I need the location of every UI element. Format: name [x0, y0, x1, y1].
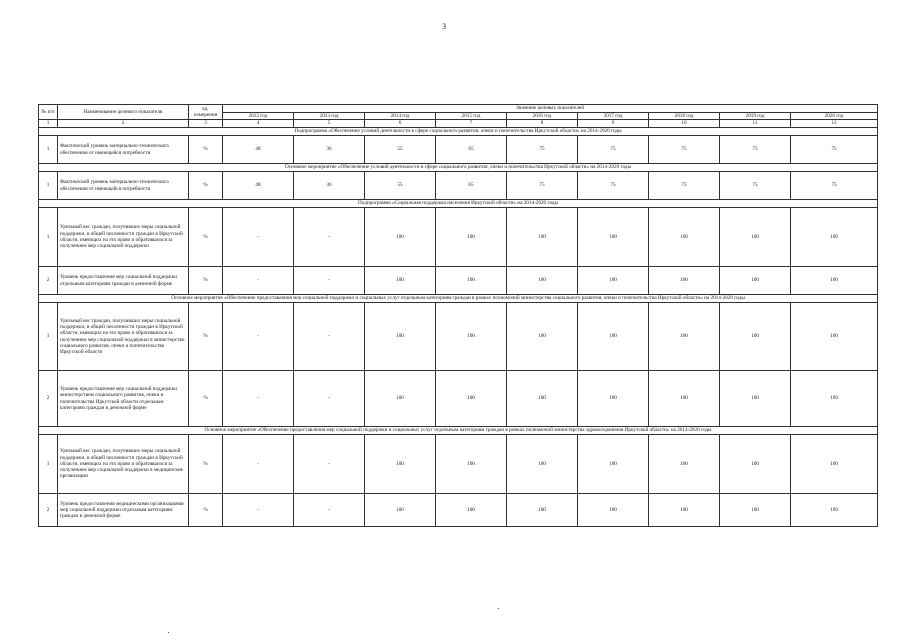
- section-title: Основное мероприятие «Обеспечение предоставления мер социальной поддержки и социальных услуг отдельным категориям граждан в рамках полномочий министерства социального развития, опеки и попечительства Иркутской области» на 2014-2020 годы: [39, 295, 878, 303]
- value-cell: -: [223, 494, 294, 527]
- value-cell: -: [294, 303, 365, 371]
- unit-cell: %: [189, 208, 223, 267]
- value-cell: 48: [223, 136, 294, 164]
- value-cell: 100: [365, 208, 436, 267]
- value-cell: 100: [578, 435, 649, 494]
- indicator-name: Удельный вес граждан, получивших меры социальной поддержки, в общей численности граждан в Иркутской области, имеющих на это право и обратившихся за получением мер социальной поддержки: [58, 208, 189, 267]
- header-num: № п/п: [39, 105, 58, 120]
- value-cell: 100: [507, 371, 578, 427]
- value-cell: 100: [365, 371, 436, 427]
- value-cell: 75: [720, 136, 791, 164]
- value-cell: 100: [720, 371, 791, 427]
- indicator-name: Фактический уровень материально-технического обеспечения от имеющейся потребности: [58, 136, 189, 164]
- value-cell: -: [223, 208, 294, 267]
- section-row: [39, 200, 878, 208]
- header-values-group: Значение целевых показателей: [223, 105, 878, 113]
- indicator-name: Уровень предоставления мер социальной поддержки министерством социального развития, опеки и попечительства Иркутской области отдельным категориям граждан в денежной форме: [58, 371, 189, 427]
- column-number: 4: [223, 120, 294, 128]
- value-cell: 100: [720, 267, 791, 295]
- unit-cell: %: [189, 494, 223, 527]
- column-number: 8: [507, 120, 578, 128]
- unit-cell: %: [189, 172, 223, 200]
- column-number: 2: [58, 120, 189, 128]
- row-number: 1: [39, 136, 58, 164]
- table-body: [39, 128, 878, 527]
- value-cell: 100: [649, 494, 720, 527]
- value-cell: -: [294, 435, 365, 494]
- value-cell: 100: [578, 371, 649, 427]
- table-row: [39, 371, 878, 427]
- value-cell: 100: [649, 208, 720, 267]
- value-cell: 100: [578, 303, 649, 371]
- value-cell: 100: [365, 435, 436, 494]
- value-cell: 100: [507, 303, 578, 371]
- value-cell: 55: [365, 172, 436, 200]
- section-row: [39, 427, 878, 435]
- header-year: 2012 год: [223, 112, 294, 120]
- value-cell: 100: [436, 208, 507, 267]
- value-cell: 48: [223, 172, 294, 200]
- indicator-name: Фактический уровень материально-технического обеспечения от имеющейся потребности: [58, 172, 189, 200]
- value-cell: -: [294, 494, 365, 527]
- section-title: Основное мероприятие «Обеспечение предоставления мер социальной поддержки и социальных услуг отдельным категориям граждан в рамках полномочий министерства здравоохранения Иркутской области» на 2014-2020 годы: [39, 427, 878, 435]
- indicators-table: [38, 104, 878, 527]
- value-cell: -: [294, 267, 365, 295]
- indicator-name: Уровень предоставления мер социальной поддержки отдельным категориям граждан в денежной форме: [58, 267, 189, 295]
- value-cell: 75: [720, 172, 791, 200]
- header-year: 2016 год: [507, 112, 578, 120]
- value-cell: 75: [791, 172, 878, 200]
- row-number: 1: [39, 172, 58, 200]
- value-cell: 100: [365, 494, 436, 527]
- section-title: Подпрограмма «Социальная поддержка населения Иркутской области» на 2014-2020 годы: [39, 200, 878, 208]
- column-number: 11: [720, 120, 791, 128]
- value-cell: 100: [720, 208, 791, 267]
- header-year: 2013 год: [294, 112, 365, 120]
- indicator-name: Удельный вес граждан, получивших меры социальной поддержки, в общей численности граждан в Иркутской области, имеющих на это право и обратившихся за получением мер социальной поддержки в министерство социального развития, опеки и попечительства Иркутской области: [58, 303, 189, 371]
- value-cell: 75: [791, 136, 878, 164]
- section-row: [39, 164, 878, 172]
- value-cell: 100: [507, 267, 578, 295]
- value-cell: 100: [791, 435, 878, 494]
- value-cell: 65: [436, 172, 507, 200]
- unit-cell: %: [189, 435, 223, 494]
- value-cell: 100: [365, 303, 436, 371]
- value-cell: 100: [791, 371, 878, 427]
- value-cell: 36: [294, 136, 365, 164]
- header-year: 2019 год: [720, 112, 791, 120]
- value-cell: 75: [578, 136, 649, 164]
- value-cell: 36: [294, 172, 365, 200]
- table-row: [39, 208, 878, 267]
- value-cell: 100: [649, 303, 720, 371]
- value-cell: 100: [791, 494, 878, 527]
- header-year: 2020 год: [791, 112, 878, 120]
- value-cell: 100: [649, 371, 720, 427]
- row-number: 1: [39, 208, 58, 267]
- value-cell: 100: [720, 435, 791, 494]
- header-name: Наименование целевого показателя: [58, 105, 189, 120]
- value-cell: 100: [720, 494, 791, 527]
- value-cell: -: [223, 435, 294, 494]
- column-numbers-row: [39, 120, 878, 128]
- table-row: [39, 172, 878, 200]
- header-year: 2018 год: [649, 112, 720, 120]
- column-number: 3: [189, 120, 223, 128]
- indicator-name: Удельный вес граждан, получивших меры социальной поддержки, в общей численности граждан в Иркутской области, имеющих на это право и обратившихся за получением мер социальной поддержки в медицинские организации: [58, 435, 189, 494]
- column-number: 12: [791, 120, 878, 128]
- table-row: [39, 435, 878, 494]
- value-cell: -: [294, 371, 365, 427]
- scan-speck: [168, 632, 169, 633]
- header-year: 2015 год: [436, 112, 507, 120]
- page-number: 3: [442, 22, 446, 31]
- section-title: Основное мероприятие «Обеспечение условий деятельности в сфере социального развития, опеки и попечительства Иркутской области» на 2014-2020 годы: [39, 164, 878, 172]
- value-cell: 75: [507, 136, 578, 164]
- column-number: 1: [39, 120, 58, 128]
- section-row: [39, 295, 878, 303]
- value-cell: 100: [436, 371, 507, 427]
- header-year: 2014 год: [365, 112, 436, 120]
- unit-cell: %: [189, 136, 223, 164]
- column-number: 5: [294, 120, 365, 128]
- value-cell: 100: [578, 494, 649, 527]
- value-cell: 100: [507, 208, 578, 267]
- value-cell: -: [223, 303, 294, 371]
- table-row: [39, 303, 878, 371]
- column-number: 10: [649, 120, 720, 128]
- value-cell: -: [294, 208, 365, 267]
- value-cell: -: [223, 267, 294, 295]
- column-number: 6: [365, 120, 436, 128]
- value-cell: 100: [791, 303, 878, 371]
- value-cell: 100: [365, 267, 436, 295]
- indicator-name: Уровень предоставления медицинскими организациями мер социальной поддержки отдельным категориям граждан в денежной форме: [58, 494, 189, 527]
- value-cell: 100: [578, 267, 649, 295]
- section-title: Подпрограмма «Обеспечение условий деятельности в сфере социального развития, опеки и попечительства Иркутской области» на 2014-2020 годы: [39, 128, 878, 136]
- value-cell: 100: [436, 303, 507, 371]
- header-unit: ед. измерения: [189, 105, 223, 120]
- scan-speck: [498, 608, 499, 609]
- value-cell: 75: [578, 172, 649, 200]
- row-number: 1: [39, 303, 58, 371]
- value-cell: 100: [791, 208, 878, 267]
- header-year: 2017 год: [578, 112, 649, 120]
- value-cell: 75: [507, 172, 578, 200]
- row-number: 2: [39, 494, 58, 527]
- table-row: [39, 494, 878, 527]
- value-cell: 100: [436, 494, 507, 527]
- table-row: [39, 267, 878, 295]
- unit-cell: %: [189, 267, 223, 295]
- value-cell: 100: [436, 435, 507, 494]
- value-cell: 100: [436, 267, 507, 295]
- value-cell: 55: [365, 136, 436, 164]
- unit-cell: %: [189, 303, 223, 371]
- column-number: 7: [436, 120, 507, 128]
- value-cell: 100: [649, 435, 720, 494]
- row-number: 1: [39, 435, 58, 494]
- column-number: 9: [578, 120, 649, 128]
- row-number: 2: [39, 371, 58, 427]
- value-cell: 100: [578, 208, 649, 267]
- value-cell: 100: [507, 494, 578, 527]
- row-number: 2: [39, 267, 58, 295]
- header-row-top: [39, 105, 878, 113]
- unit-cell: %: [189, 371, 223, 427]
- value-cell: 100: [649, 267, 720, 295]
- value-cell: 100: [507, 435, 578, 494]
- value-cell: 75: [649, 136, 720, 164]
- value-cell: 65: [436, 136, 507, 164]
- value-cell: 75: [649, 172, 720, 200]
- value-cell: 100: [791, 267, 878, 295]
- table-row: [39, 136, 878, 164]
- value-cell: -: [223, 371, 294, 427]
- section-row: [39, 128, 878, 136]
- value-cell: 100: [720, 303, 791, 371]
